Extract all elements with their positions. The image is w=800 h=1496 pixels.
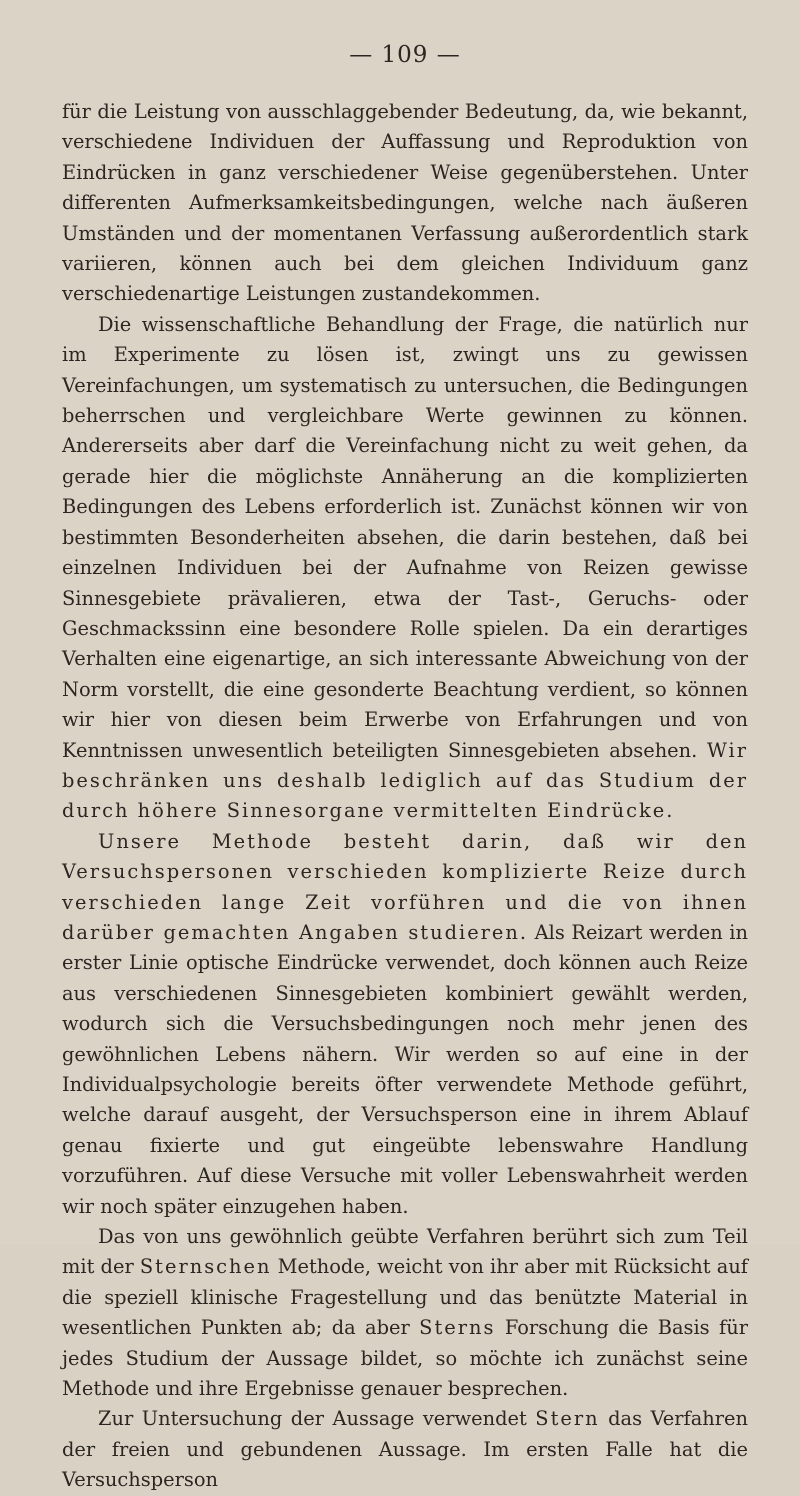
author-name-stern: Stern: [535, 1407, 600, 1431]
author-name-sterns: Sterns: [419, 1316, 496, 1340]
paragraph-2-spaced-text: Wir beschränken uns deshalb lediglich auf das Studium der durch höhere Sinnesorgane vermittelten Eindrücke.: [62, 738, 748, 823]
paragraph-5-text-b: das Verfahren der freien und gebundenen Aussage. Im ersten Falle hat die Versuchsperson: [62, 1407, 748, 1492]
paragraph-3-spaced-text: Unsere Methode besteht darin, daß wir den Versuchspersonen verschieden komplizierte Reize durch verschieden lange Zeit vorführen und die von ihnen darüber gemachten Angaben studieren.: [62, 829, 748, 944]
author-name-sternschen: Sternschen: [139, 1255, 272, 1279]
paragraph-2: [62, 310, 748, 827]
paragraph-4-text-c: Forschung die Basis für jedes Studium der Aussage bildet, so möchte ich zunächst seine Methode und ihre Ergebnisse genauer besprechen.: [62, 1316, 748, 1401]
paragraph-1: [62, 97, 748, 310]
paragraph-2-text: Die wissenschaftliche Behandlung der Frage, die natürlich nur im Experimente zu lösen ist, zwingt uns zu gewissen Vereinfachungen, um systematisch zu untersuchen, die Bedingungen beherrschen und vergleichbare Werte gewinnen zu können. Andererseits aber darf die Vereinfachung nicht zu weit gehen, da gerade hier die möglichste Annäherung an die komplizierten Bedingungen des Lebens erforderlich ist. Zunächst können wir von bestimmten Besonderheiten absehen, die darin bestehen, daß bei einzelnen Individuen bei der Aufnahme von Reizen gewisse Sinnesgebiete prävalieren, etwa der Tast-, Geruchs- oder Geschmackssinn eine besondere Rolle spielen. Da ein derartiges Verhalten eine eigenartige, an sich interessante Abweichung von der Norm vorstellt, die eine gesonderte Beachtung verdient, so können wir hier von diesen beim Erwerbe von Erfahrungen und von Kenntnissen unwesentlich beteiligten Sinnesgebieten absehen.: [62, 312, 748, 762]
paragraph-3-text: Als Reizart werden in erster Linie optische Eindrücke verwendet, doch können auch Reize aus verschiedenen Sinnesgebieten kombiniert gewählt werden, wodurch sich die Versuchsbedingungen noch mehr jenen des gewöhnlichen Lebens nähern. Wir werden so auf eine in der Individualpsychologie bereits öfter verwendete Methode geführt, welche darauf ausgeht, der Versuchsperson eine in ihrem Ablauf genau fixierte und gut eingeübte lebenswahre Handlung vorzuführen. Auf diese Versuche mit voller Lebenswahrheit werden wir noch später einzugehen haben.: [62, 920, 748, 1218]
paragraph-3: [62, 827, 748, 1222]
paragraph-5: [62, 1404, 748, 1495]
paragraph-5-text-a: Zur Untersuchung der Aussage verwendet: [98, 1407, 527, 1431]
paragraph-1-text: für die Leistung von ausschlaggebender Bedeutung, da, wie bekannt, verschiedene Individuen der Auffassung und Reproduktion von Eindrücken in ganz verschiedener Weise gegenüberstehen. Unter differenten Aufmerksamkeitsbedingungen, welche nach äußeren Umständen und der momentanen Verfassung außerordentlich stark variieren, können auch bei dem gleichen Individuum ganz verschiedenartige Leistungen zustandekommen.: [62, 100, 748, 306]
page-number: — 109 —: [349, 42, 461, 68]
paragraph-4: [62, 1222, 748, 1404]
paragraph-4-text-a: Das von uns gewöhnlich geübte Verfahren berührt sich zum Teil mit der: [62, 1225, 748, 1279]
paragraph-4-text-b: Methode, weicht von ihr aber mit Rücksicht auf die speziell klinische Fragestellung und das benützte Material in wesentlichen Punkten ab; da aber: [62, 1255, 748, 1340]
